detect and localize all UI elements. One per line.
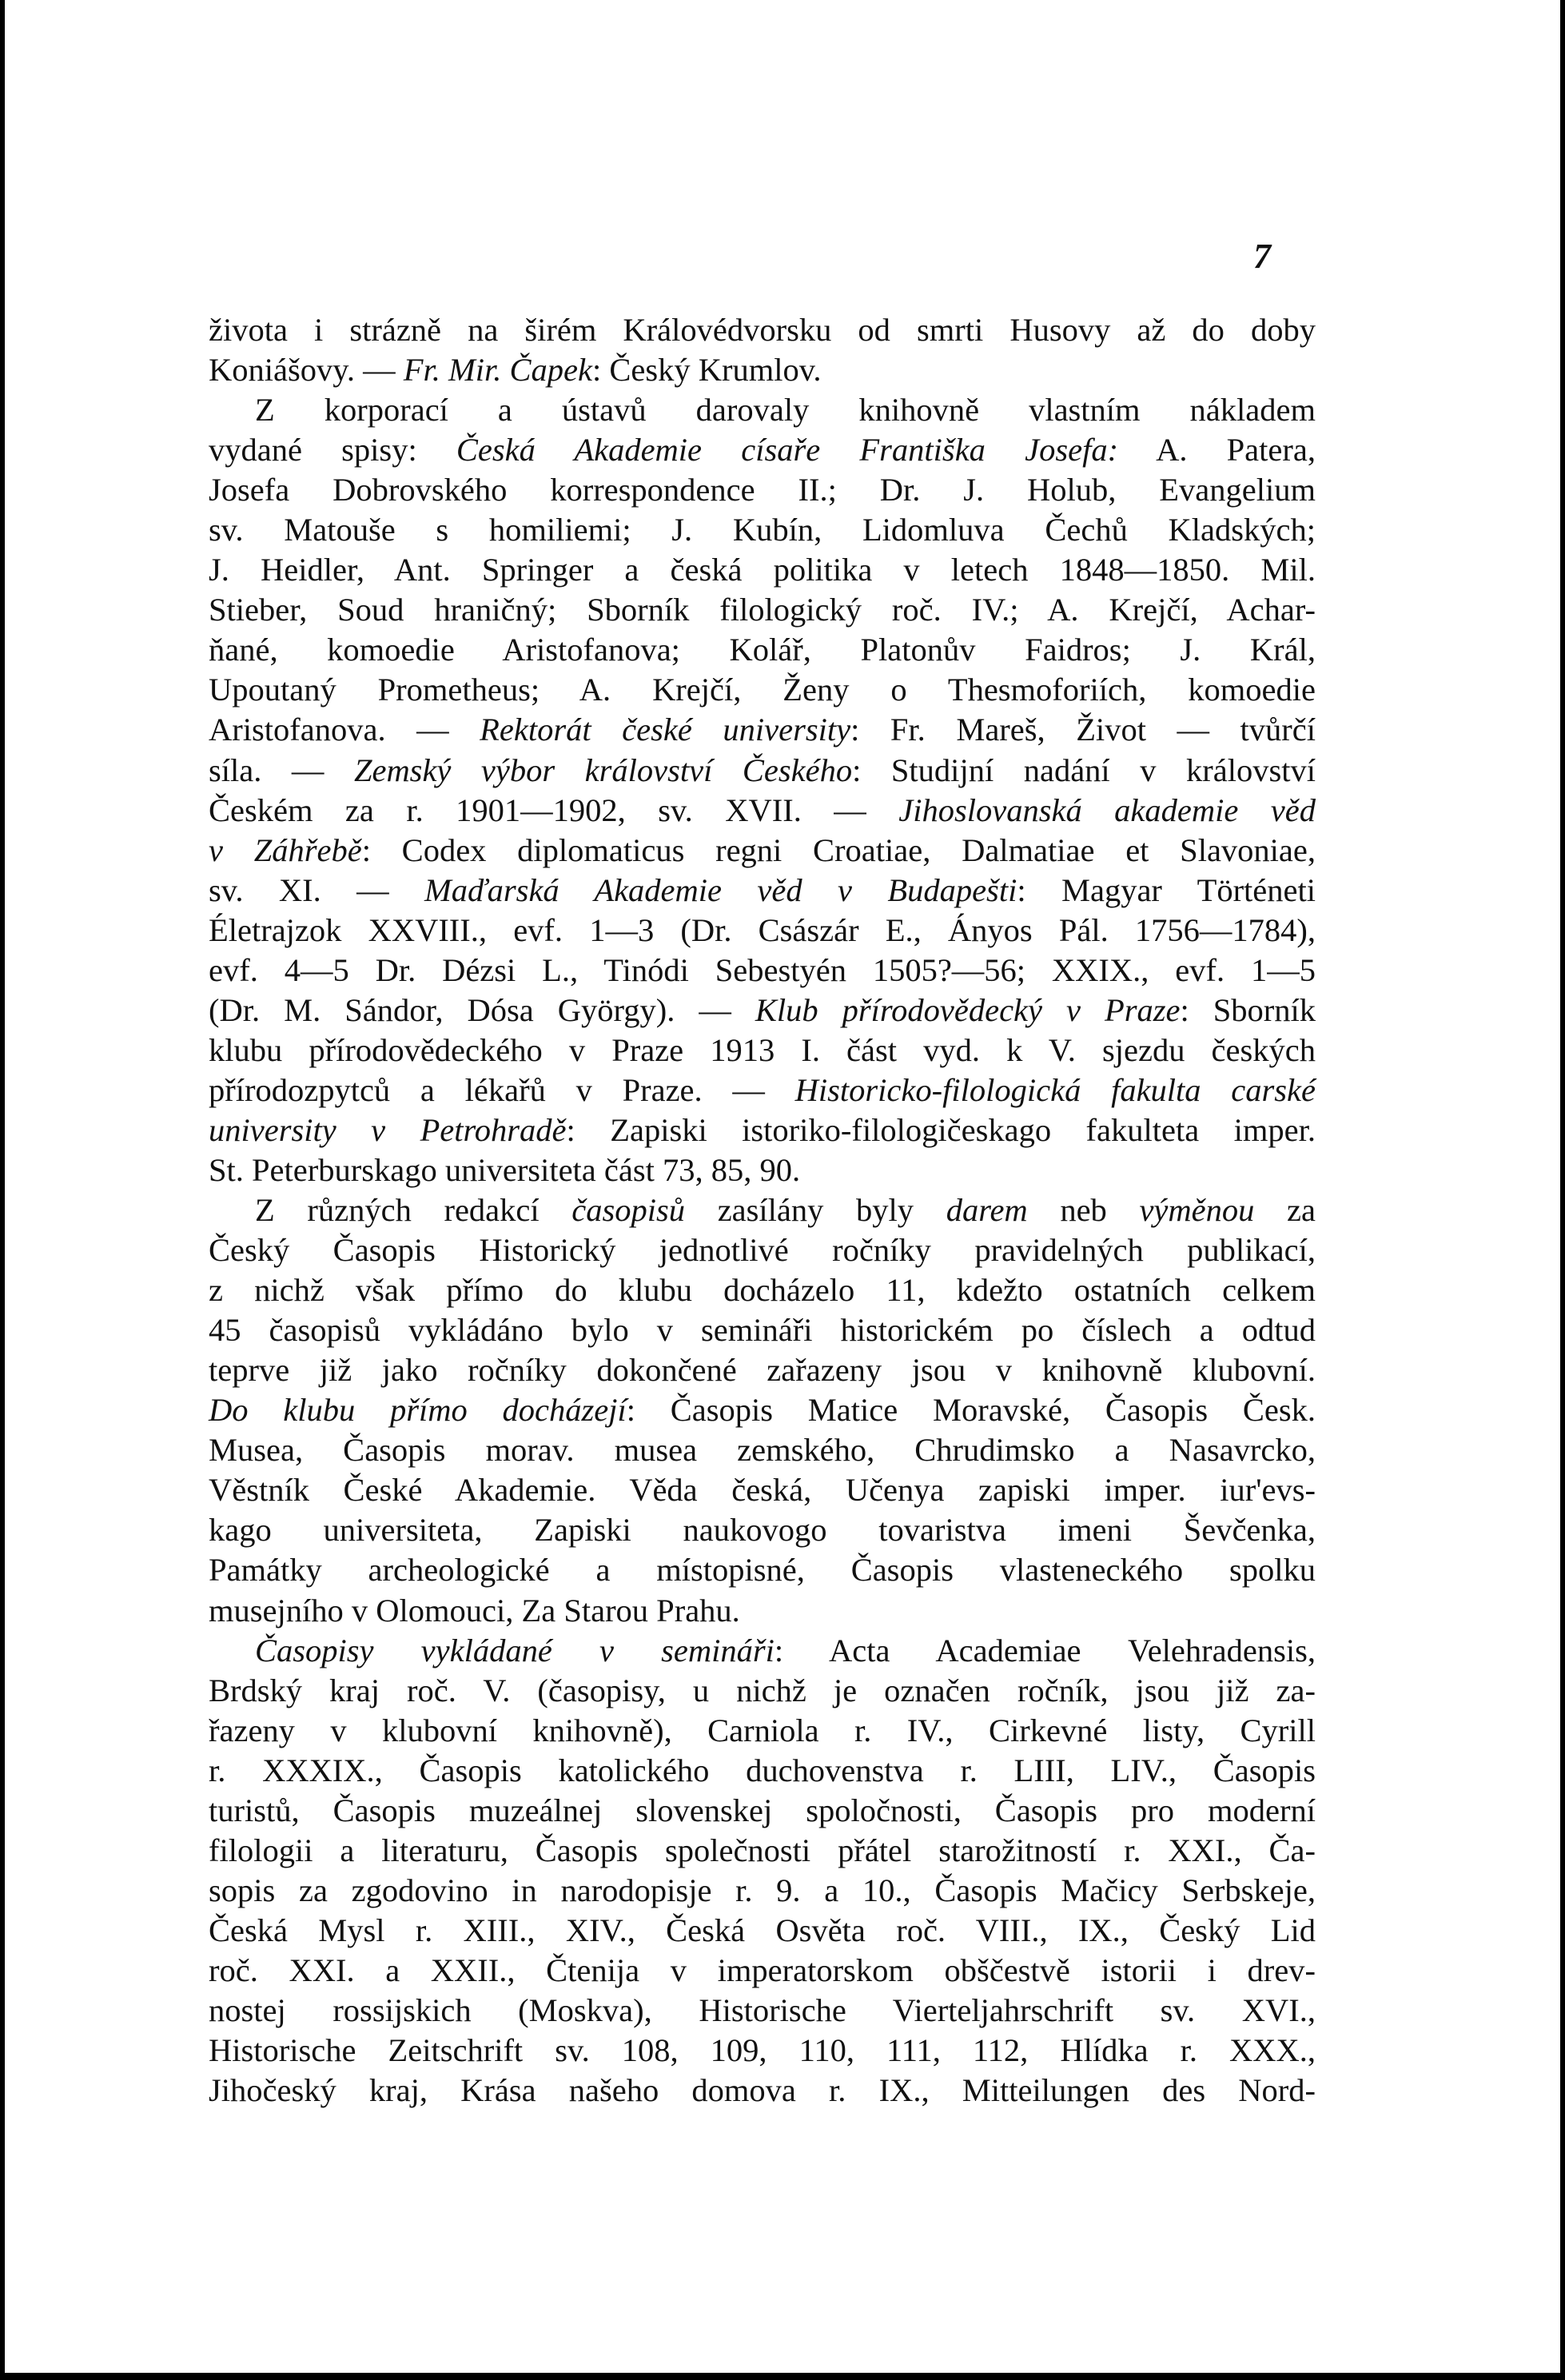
text-line (209, 1070, 1316, 1110)
italic-text-segment: darem (946, 1192, 1028, 1229)
text-segment: : Magyar Történeti (1017, 871, 1316, 908)
text-segment: zasílány byly (685, 1192, 946, 1229)
italic-text-segment: Jihoslovanská akademie věd (898, 791, 1316, 828)
text-segment: za (1254, 1192, 1316, 1229)
text-line (209, 670, 1316, 710)
text-segment: Aristofanova. — (209, 712, 480, 748)
text-segment: : Acta Academiae Velehradensis, (774, 1632, 1316, 1668)
text-segment: : Fr. Mareš, Život — tvůrčí (850, 712, 1316, 748)
text-line (209, 1510, 1316, 1550)
text-line (209, 1550, 1316, 1590)
text-line (209, 2071, 1316, 2111)
text-line (209, 1310, 1316, 1350)
text-segment: z nichž však přímo do klubu docházelo 11, kdežto ostatních celkem (209, 1272, 1316, 1309)
text-line (209, 1390, 1316, 1430)
text-segment: Brdský kraj roč. V. (časopisy, u nichž je označen ročník, jsou již za- (209, 1672, 1316, 1708)
text-line (209, 1470, 1316, 1510)
text-line (209, 350, 1316, 390)
text-line (209, 710, 1316, 750)
text-line (209, 1751, 1316, 1791)
italic-text-segment: university v Petrohradě (209, 1111, 567, 1148)
text-line (209, 390, 1316, 430)
text-line (209, 791, 1316, 831)
text-segment: (Dr. M. Sándor, Dósa György). — (209, 991, 755, 1028)
text-segment: turistů, Časopis muzeálnej slovenskej spoločnosti, Časopis pro moderní (209, 1792, 1316, 1828)
text-segment: síla. — (209, 751, 354, 788)
italic-text-segment: výměnou (1139, 1192, 1255, 1229)
text-segment: ňané, komoedie Aristofanova; Kolář, Platonův Faidros; J. Král, (209, 632, 1316, 668)
text-line (209, 1911, 1316, 1951)
text-line (209, 1951, 1316, 1991)
text-line (209, 630, 1316, 670)
text-segment: sv. XI. — (209, 871, 425, 908)
text-segment: kago universiteta, Zapiski naukovogo tovaristva imeni Ševčenka, (209, 1512, 1316, 1549)
text-segment: : Codex diplomaticus regni Croatiae, Dalmatiae et Slavoniae, (361, 831, 1316, 868)
italic-text-segment: Klub přírodovědecký v Praze (755, 991, 1181, 1028)
text-line (209, 1270, 1316, 1310)
text-line (209, 470, 1316, 510)
italic-text-segment: časopisů (571, 1192, 686, 1229)
text-segment: sopis za zgodovino in narodopisje r. 9. a 10., Časopis Mačicy Serbskeje, (209, 1872, 1316, 1908)
text-segment: Český Časopis Historický jednotlivé ročníky pravidelných publikací, (209, 1232, 1316, 1269)
text-line (209, 1190, 1316, 1230)
text-segment: 45 časopisů vykládáno bylo v semináři historickém po číslech a odtud (209, 1312, 1316, 1349)
text-segment: nostej rossijskich (Moskva), Historische Vierteljahrschrift sv. XVI., (209, 1991, 1316, 2028)
text-line (209, 2031, 1316, 2071)
text-segment: Koniášovy. — (209, 352, 404, 389)
text-line (209, 1671, 1316, 1711)
body-text (209, 310, 1316, 2111)
text-segment: : Český Krumlov. (591, 352, 822, 389)
text-line (209, 1430, 1316, 1470)
text-segment: Stieber, Soud hraničný; Sborník filologický roč. IV.; A. Krejčí, Achar- (209, 592, 1316, 628)
text-segment: Česká Mysl r. XIII., XIV., Česká Osvěta roč. VIII., IX., Český Lid (209, 1912, 1316, 1948)
text-line (209, 1991, 1316, 2031)
text-segment: Életrajzok XXVIII., evf. 1—3 (Dr. Császár E., Ányos Pál. 1756—1784), (209, 911, 1316, 948)
italic-text-segment: Fr. Mir. Čapek (403, 352, 592, 389)
text-segment: : Studijní nadání v království (852, 751, 1316, 788)
text-segment: musejního v Olomouci, Za Starou Prahu. (209, 1592, 740, 1629)
text-line (209, 1831, 1316, 1871)
italic-text-segment: Rektorát české university (480, 712, 851, 748)
text-segment: klubu přírodovědeckého v Praze 1913 I. část vyd. k V. sjezdu českých (209, 1031, 1316, 1068)
text-line (209, 1791, 1316, 1831)
text-segment: Musea, Časopis morav. musea zemského, Chrudimsko a Nasavrcko, (209, 1432, 1316, 1469)
text-line (209, 911, 1316, 951)
text-segment: A. Patera, (1118, 432, 1316, 468)
text-segment: : Sborník (1180, 991, 1316, 1028)
italic-text-segment: v Záhřebě (209, 831, 362, 868)
text-segment: Věstník České Akademie. Věda česká, Učenya zapiski imper. iur'evs- (209, 1472, 1316, 1509)
text-line (209, 831, 1316, 871)
text-line (209, 510, 1316, 550)
text-line (209, 1031, 1316, 1070)
text-segment: neb (1027, 1192, 1140, 1229)
text-segment: Upoutaný Prometheus; A. Krejčí, Ženy o Thesmoforiích, komoedie (209, 672, 1316, 708)
text-line (209, 1230, 1316, 1270)
text-segment: Jihočeský kraj, Krása našeho domova r. IX., Mitteilungen des Nord- (209, 2072, 1316, 2109)
text-line (209, 590, 1316, 630)
text-line (209, 1150, 1316, 1190)
text-line (209, 871, 1316, 911)
text-line (209, 1711, 1316, 1751)
text-segment: Historische Zeitschrift sv. 108, 109, 110, 111, 112, Hlídka r. XXX., (209, 2032, 1316, 2069)
text-segment: : Zapiski istoriko-filologičeskago fakulteta imper. (566, 1111, 1316, 1148)
text-line (209, 751, 1316, 791)
text-line (209, 430, 1316, 470)
text-segment: řazeny v klubovní knihovně), Carniola r. IV., Cirkevné listy, Cyrill (209, 1712, 1316, 1748)
text-line (209, 1110, 1316, 1150)
text-segment: St. Peterburskago universiteta část 73, 85, 90. (209, 1151, 801, 1188)
text-segment: : Časopis Matice Moravské, Časopis Česk. (626, 1392, 1316, 1429)
text-line (209, 1871, 1316, 1911)
text-segment: J. Heidler, Ant. Springer a česká politika v letech 1848—1850. Mil. (209, 552, 1316, 588)
text-line (209, 991, 1316, 1031)
text-segment: Z různých redakcí (255, 1192, 572, 1229)
text-line (209, 951, 1316, 991)
scanned-page (5, 0, 1560, 2373)
italic-text-segment: Časopisy vykládané v semináři (255, 1632, 775, 1668)
text-segment: vydané spisy: (209, 432, 456, 468)
text-segment: Památky archeologické a místopisné, Časopis vlasteneckého spolku (209, 1552, 1316, 1589)
text-segment: roč. XXI. a XXII., Čtenija v imperatorskom obščestvě istorii i drev- (209, 1951, 1316, 1988)
text-segment: života i strázně na širém Královédvorsku od smrti Husovy až do doby (209, 312, 1316, 348)
italic-text-segment: Zemský výbor království Českého (353, 751, 853, 788)
text-line (209, 1591, 1316, 1631)
text-line (209, 550, 1316, 590)
italic-text-segment: Do klubu přímo docházejí (209, 1392, 627, 1429)
text-segment: Josefa Dobrovského korrespondence II.; Dr. J. Holub, Evangelium (209, 472, 1316, 508)
text-segment: r. XXXIX., Časopis katolického duchovenstva r. LIII, LIV., Časopis (209, 1752, 1316, 1788)
text-segment: sv. Matouše s homiliemi; J. Kubín, Lidomluva Čechů Kladských; (209, 512, 1316, 548)
text-line (209, 1631, 1316, 1671)
text-segment: Z korporací a ústavů darovaly knihovně vlastním nákladem (255, 392, 1316, 429)
text-segment: Českém za r. 1901—1902, sv. XVII. — (209, 791, 899, 828)
italic-text-segment: Maďarská Akademie věd v Budapešti (424, 871, 1017, 908)
text-segment: přírodozpytců a lékařů v Praze. — (209, 1071, 795, 1108)
italic-text-segment: Historicko-filologická fakulta carské (794, 1071, 1316, 1108)
page-number: 7 (1253, 237, 1271, 276)
text-line (209, 310, 1316, 350)
text-line (209, 1350, 1316, 1390)
italic-text-segment: Česká Akademie císaře Františka Josefa: (456, 432, 1119, 468)
text-segment: teprve již jako ročníky dokončené zařazeny jsou v knihovně klubovní. (209, 1352, 1316, 1389)
text-segment: evf. 4—5 Dr. Dézsi L., Tinódi Sebestyén 1505?—56; XXIX., evf. 1—5 (209, 951, 1316, 988)
text-segment: filologii a literaturu, Časopis společnosti přátel starožitností r. XXI., Ča- (209, 1832, 1316, 1868)
